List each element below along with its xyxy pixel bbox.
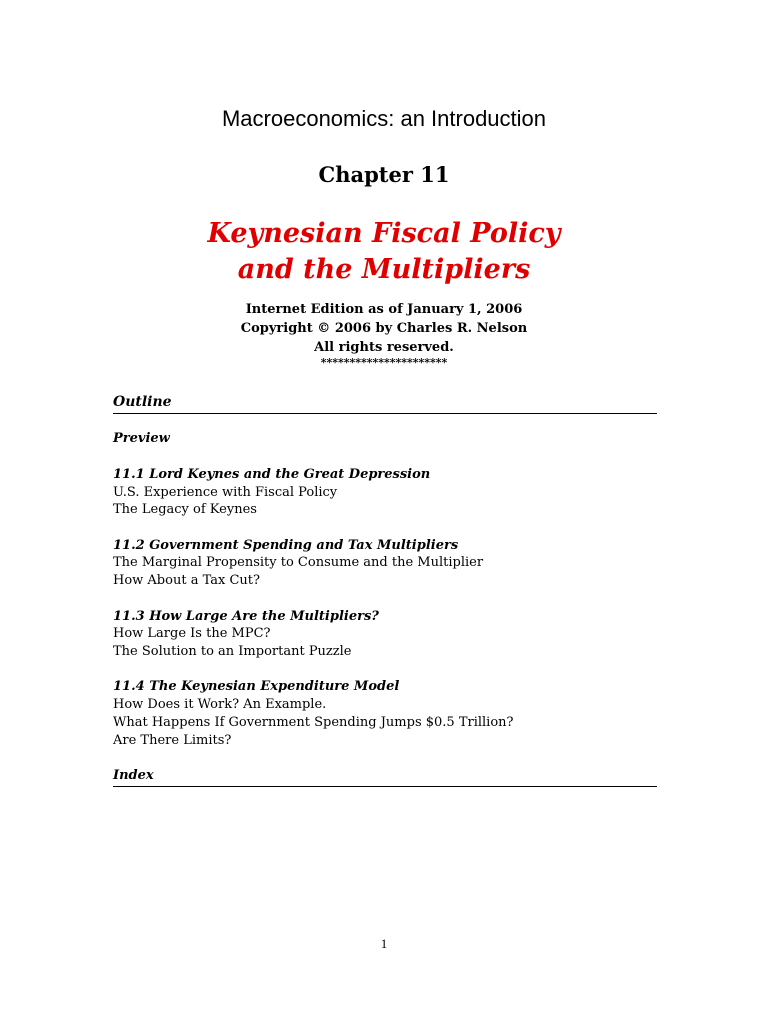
chapter-title-line-1: Keynesian Fiscal Policy — [207, 218, 561, 249]
section-topic: How About a Tax Cut? — [113, 573, 260, 589]
outline-heading: Outline — [113, 392, 657, 414]
section-topic: How Does it Work? An Example. — [113, 697, 327, 713]
section-title: 11.1 Lord Keynes and the Great Depression — [113, 466, 431, 482]
outline-section — [113, 537, 673, 590]
edition-line: Internet Edition as of January 1, 2006 — [245, 302, 523, 317]
section-topic: Are There Limits? — [113, 732, 232, 748]
outline-section — [113, 466, 673, 519]
star-divider: ********************** — [320, 356, 448, 369]
copyright-line: Copyright © 2006 by Charles R. Nelson — [240, 321, 528, 336]
page-number: 1 — [380, 936, 388, 951]
outline-preview: Preview — [113, 431, 170, 446]
chapter-number: Chapter 11 — [318, 162, 450, 187]
section-topic: The Marginal Propensity to Consume and the Multiplier — [113, 555, 484, 571]
rights-line: All rights reserved. — [314, 340, 454, 355]
section-topic: The Legacy of Keynes — [113, 502, 257, 518]
section-topic: How Large Is the MPC? — [113, 626, 271, 642]
section-title: 11.2 Government Spending and Tax Multipliers — [113, 537, 459, 553]
section-topic: What Happens If Government Spending Jumps $0.5 Trillion? — [113, 715, 514, 731]
edition-block — [0, 300, 768, 369]
chapter-title-line-2: and the Multipliers — [237, 254, 531, 285]
chapter-title — [0, 216, 768, 288]
section-title: 11.4 The Keynesian Expenditure Model — [113, 679, 400, 695]
outline-list — [113, 430, 673, 767]
section-topic: The Solution to an Important Puzzle — [113, 644, 352, 660]
outline-section — [113, 608, 673, 661]
section-topic: U.S. Experience with Fiscal Policy — [113, 484, 338, 500]
book-title: Macroeconomics: an Introduction — [221, 106, 547, 131]
outline-section — [113, 678, 673, 749]
section-title: 11.3 How Large Are the Multipliers? — [113, 608, 379, 624]
index-heading: Index — [113, 767, 657, 787]
